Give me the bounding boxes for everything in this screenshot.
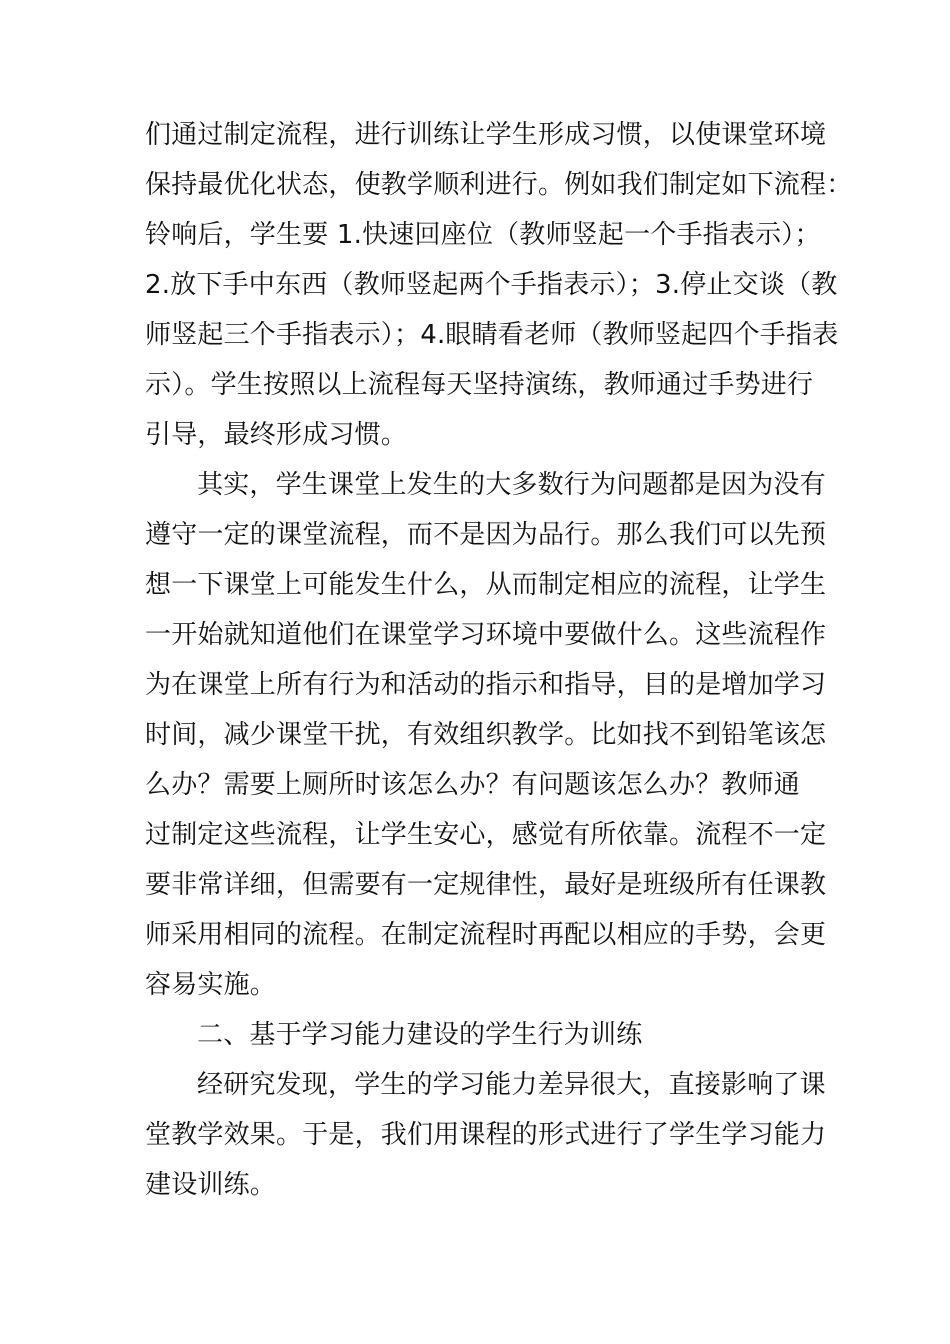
text-line: 铃响后，学生要 1.快速回座位（教师竖起一个手指表示）； <box>145 220 821 250</box>
text-line: 2.放下手中东西（教师竖起两个手指表示）；3.停止交谈（教 <box>145 270 838 300</box>
text-line: 示）。学生按照以上流程每天坚持演练，教师通过手势进行 <box>145 370 814 400</box>
text-line: 为在课堂上所有行为和活动的指示和指导，目的是增加学习 <box>145 670 827 700</box>
text-line: 们通过制定流程，进行训练让学生形成习惯，以使课堂环境 <box>145 120 827 150</box>
text-line: 建设训练。 <box>145 1170 277 1200</box>
text-line: 要非常详细，但需要有一定规律性，最好是班级所有任课教 <box>145 870 827 900</box>
paragraph-first-line: 其实，学生课堂上发生的大多数行为问题都是因为没有 <box>197 470 826 500</box>
text-line: 师竖起三个手指表示）；4.眼睛看老师（教师竖起四个手指表 <box>145 320 839 350</box>
text-line: 想一下课堂上可能发生什么，从而制定相应的流程，让学生 <box>145 570 827 600</box>
text-line: 一开始就知道他们在课堂学习环境中要做什么。这些流程作 <box>145 620 827 650</box>
text-line: 引导，最终形成习惯。 <box>145 420 408 450</box>
text-line: 时间，减少课堂干扰，有效组织教学。比如找不到铅笔该怎 <box>145 720 827 750</box>
text-line: 师采用相同的流程。在制定流程时再配以相应的手势，会更 <box>145 920 827 950</box>
text-line: 堂教学效果。于是，我们用课程的形式进行了学生学习能力 <box>145 1120 827 1150</box>
section-heading: 二、基于学习能力建设的学生行为训练 <box>197 1020 643 1050</box>
text-line: 保持最优化状态，使教学顺利进行。例如我们制定如下流程： <box>145 170 853 200</box>
text-line: 遵守一定的课堂流程，而不是因为品行。那么我们可以先预 <box>145 520 827 550</box>
paragraph-first-line: 经研究发现，学生的学习能力差异很大，直接影响了课 <box>197 1070 826 1100</box>
text-line: 么办？需要上厕所时该怎么办？有问题该怎么办？教师通 <box>145 770 801 800</box>
text-line: 容易实施。 <box>145 970 277 1000</box>
text-line: 过制定这些流程，让学生安心，感觉有所依靠。流程不一定 <box>145 820 827 850</box>
